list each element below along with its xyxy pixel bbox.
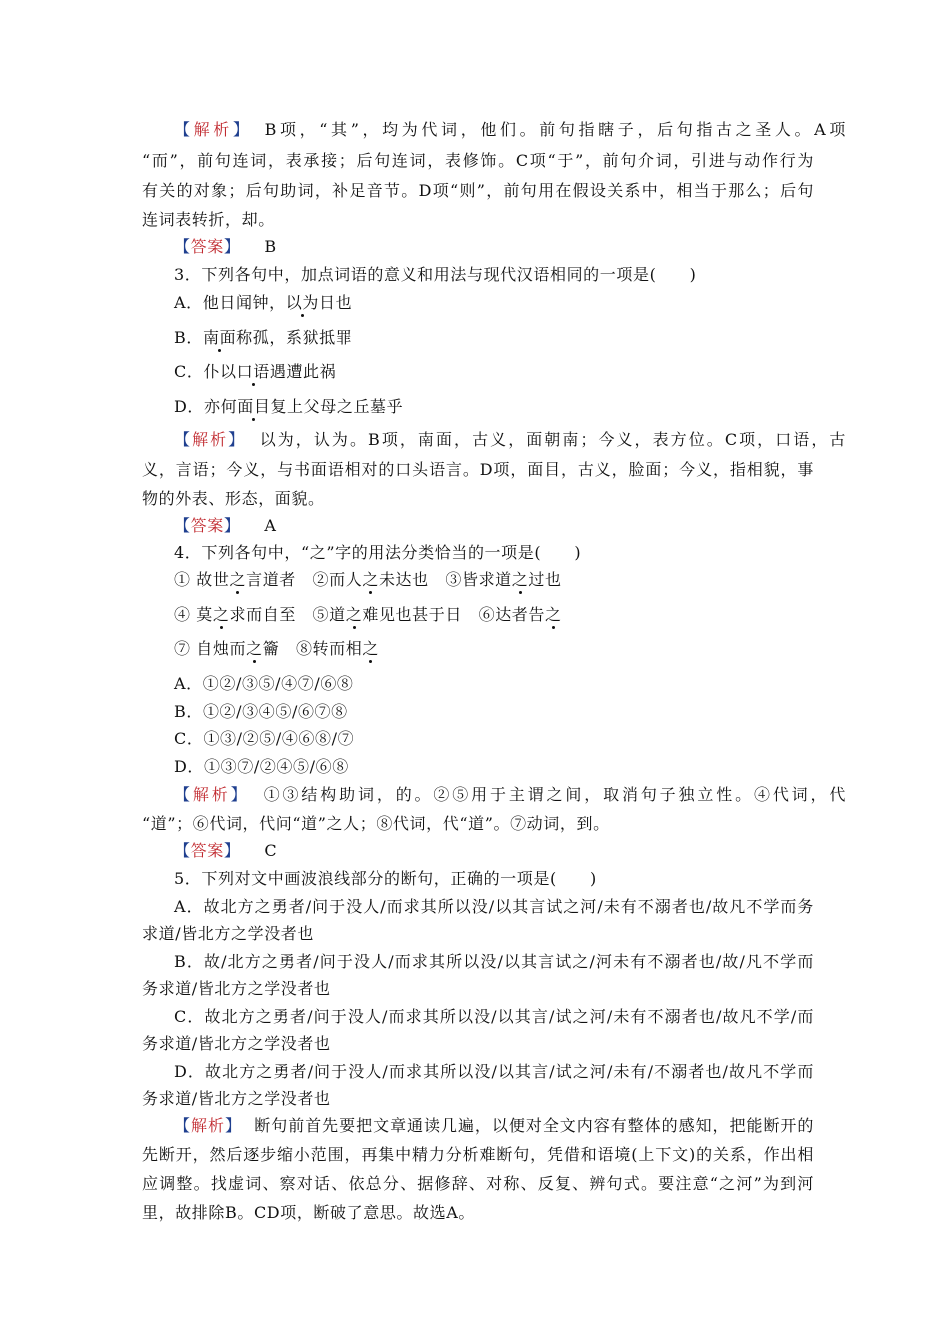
q4-option-a: A．①②/③⑤/④⑦/⑥⑧ — [174, 674, 354, 693]
jiexi-tag: 【解析】 — [174, 120, 253, 139]
q3-stem: 3．下列各句中，加点词语的意义和用法与现代汉语相同的一项是( ) — [174, 265, 697, 284]
q3-answer: 【答案】 A — [174, 516, 277, 535]
q3-option-c: C．仆以口语遇遭此祸 — [174, 362, 337, 381]
q5-jiexi-line-2: 先断开，然后逐步缩小范围，再集中精力分析难断句，凭借和语境(上下文)的关系，作出相 — [142, 1145, 814, 1164]
q4-sentences-row-2: ④ 莫之求而自至 ⑤道之难见也甚于日 ⑥达者告之 — [174, 605, 562, 624]
q3-option-a: A．他日闻钟，以为日也 — [174, 293, 353, 312]
q4-jiexi-line-1: 【解析】 ①③结构助词，的。②⑤用于主谓之间，取消句子独立性。④代词，代 — [174, 785, 846, 804]
q2-jiexi-line-4: 连词表转折，却。 — [142, 210, 275, 229]
q3-jiexi-line-2: 义，言语；今义，与书面语相对的口头语言。D项，面目，古义，脸面；今义，指相貌，事 — [142, 460, 814, 479]
q3-option-d: D．亦何面目复上父母之丘墓乎 — [174, 397, 404, 416]
q2-jiexi-line-3: 有关的对象；后句助词，补足音节。D项“则”，前句用在假设关系中，相当于那么；后句 — [142, 181, 814, 200]
q5-option-b-line-2: 务求道/皆北方之学没者也 — [142, 979, 331, 998]
q4-sentences-row-3: ⑦ 自烛而之籥 ⑧转而相之 — [174, 639, 379, 658]
daan-tag: 【答案】 — [174, 516, 241, 535]
q2-jiexi-line-1: 【解析】 B项，“其”，均为代词，他们。前句指瞎子，后句指古之圣人。A项 — [174, 120, 846, 139]
q4-answer: 【答案】 C — [174, 841, 278, 860]
jiexi-tag: 【解析】 — [174, 430, 247, 449]
q5-option-d-line-1: D．故北方之勇者/问于没人/而求其所以没/以其言/试之河/未有/不溺者也/故凡不学而 — [174, 1062, 814, 1081]
q2-jiexi-line-2: “而”，前句连词，表承接；后句连词，表修饰。C项“于”，前句介词，引进与动作行为 — [142, 151, 814, 170]
q5-option-d-line-2: 务求道/皆北方之学没者也 — [142, 1089, 331, 1108]
daan-tag: 【答案】 — [174, 237, 241, 256]
q3-option-b: B．南面称孤，系狱抵罪 — [174, 328, 353, 347]
q5-option-c-line-2: 务求道/皆北方之学没者也 — [142, 1034, 331, 1053]
q4-option-c: C．①③/②⑤/④⑥⑧/⑦ — [174, 729, 355, 748]
q4-option-d: D．①③⑦/②④⑤/⑥⑧ — [174, 757, 349, 776]
q3-jiexi-line-3: 物的外表、形态，面貌。 — [142, 489, 325, 508]
daan-tag: 【答案】 — [174, 841, 241, 860]
q2-answer: 【答案】 B — [174, 237, 277, 256]
q4-option-b: B．①②/③④⑤/⑥⑦⑧ — [174, 702, 348, 721]
q5-option-b-line-1: B．故/北方之勇者/问于没人/而求其所以没/以其言试之/河未有不溺者也/故/凡不学而 — [174, 952, 814, 971]
q4-jiexi-line-2: “道”；⑥代词，代问“道”之人；⑧代词，代“道”。⑦动词，到。 — [142, 814, 610, 833]
q5-jiexi-line-3: 应调整。找虚词、察对话、依总分、据修辞、对称、反复、辨句式。要注意“之河”为到河 — [142, 1174, 814, 1193]
jiexi-tag: 【解析】 — [174, 785, 250, 804]
q5-stem: 5．下列对文中画波浪线部分的断句，正确的一项是( ) — [174, 869, 597, 888]
jiexi-tag: 【解析】 — [174, 1116, 242, 1135]
q5-jiexi-line-1: 【解析】 断句前首先要把文章通读几遍，以便对全文内容有整体的感知，把能断开的 — [174, 1116, 815, 1135]
q4-stem: 4．下列各句中，“之”字的用法分类恰当的一项是( ) — [174, 543, 582, 562]
q5-option-a-line-1: A．故北方之勇者/问于没人/而求其所以没/以其言试之河/未有不溺者也/故凡不学而务 — [174, 897, 814, 916]
q5-option-a-line-2: 求道/皆北方之学没者也 — [142, 924, 314, 943]
q4-sentences-row-1: ① 故世之言道者 ②而人之未达也 ③皆求道之过也 — [174, 570, 562, 589]
q3-jiexi-line-1: 【解析】 以为，认为。B项，南面，古义，面朝南；今义，表方位。C项，口语，古 — [174, 430, 846, 449]
q5-jiexi-line-4: 里，故排除B。CD项，断破了意思。故选A。 — [142, 1203, 475, 1222]
q5-option-c-line-1: C．故北方之勇者/问于没人/而求其所以没/以其言/试之河/未有不溺者也/故凡不学/而 — [174, 1007, 814, 1026]
